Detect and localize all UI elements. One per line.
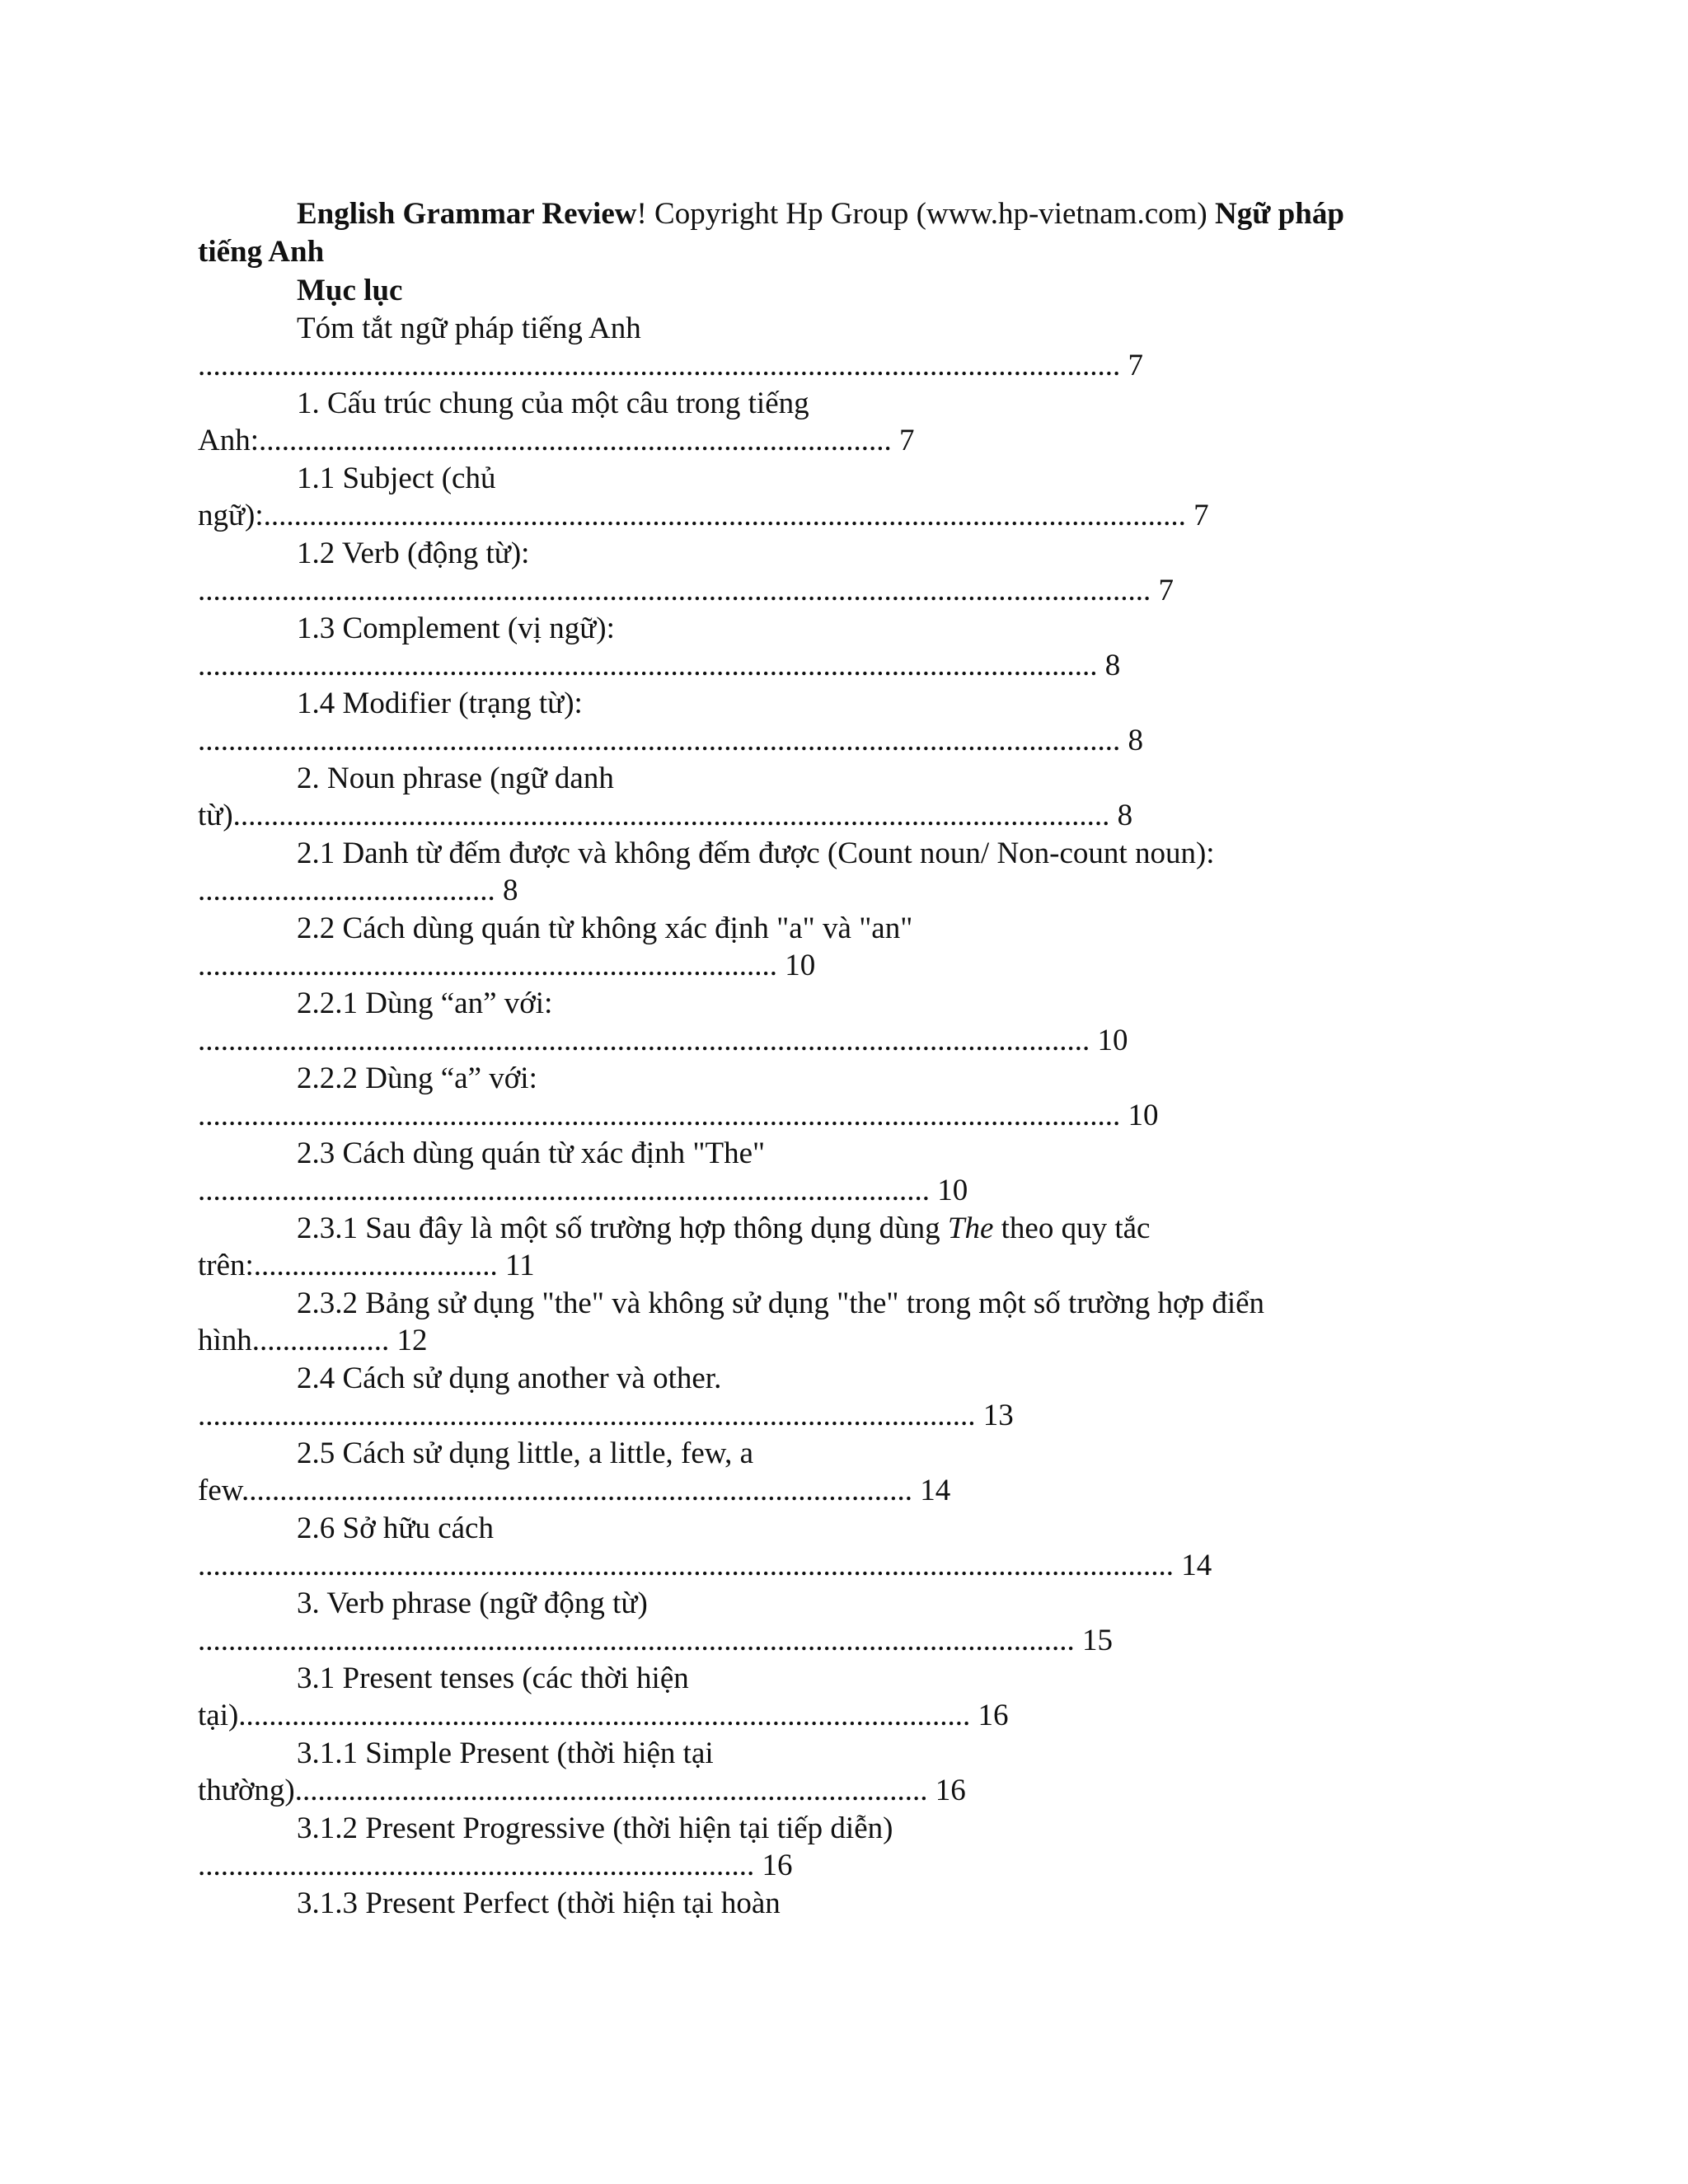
toc-entry-leader: ................................................................................................ 10	[198, 1174, 968, 1207]
toc-entry-title: 3.1.2 Present Progressive (thời hiện tại tiếp diễn)	[297, 1811, 893, 1845]
toc-entry-title: 2.5 Cách sử dụng little, a little, few, a	[297, 1436, 754, 1470]
toc-entry-leader: ...................................................................................................... 13	[198, 1399, 1014, 1432]
toc-entry-title: 1. Cấu trúc chung của một câu trong tiếng	[297, 387, 809, 420]
toc-entry-title: 1.2 Verb (động từ):	[297, 537, 530, 570]
toc-entry-title: 2.4 Cách sử dụng another và other.	[297, 1361, 722, 1395]
toc-entry-title: 3.1.3 Present Perfect (thời hiện tại hoàn	[297, 1886, 781, 1920]
toc-entry-title: 2.3.2 Bảng sử dụng "the" và không sử dụng "the" trong một số trường hợp điển	[297, 1286, 1265, 1320]
toc-entry-title: 2.2.2 Dùng “a” với:	[297, 1062, 537, 1095]
title-suffix: Ngữ pháp	[1214, 197, 1344, 231]
toc-entry-leader: ................................................................................................................................ 14	[198, 1549, 1212, 1582]
toc-entry-title: Tóm tắt ngữ pháp tiếng Anh	[297, 312, 641, 345]
toc-entry-leader: ................................................................................................................... 15	[198, 1624, 1113, 1657]
toc-entry-title: 2. Noun phrase (ngữ danh	[297, 762, 614, 795]
toc-entry-leader: tại)................................................................................................ 16	[198, 1699, 1009, 1732]
document-title-line-2: tiếng Anh	[198, 235, 325, 269]
toc-entry-title: 3. Verb phrase (ngữ động từ)	[297, 1586, 648, 1620]
toc-entry-leader: từ)................................................................................................................... 8	[198, 799, 1133, 832]
toc-entry-leader: ....................................... 8	[198, 874, 518, 907]
toc-entry-leader: trên:................................ 11	[198, 1249, 535, 1282]
toc-entry-title: 1.3 Complement (vị ngữ):	[297, 612, 615, 645]
title-tail: ! Copyright Hp Group (www.hp-vietnam.com)	[636, 197, 1215, 231]
toc-entry-title: 2.2 Cách dùng quán từ không xác định "a" và "an"	[297, 912, 913, 945]
toc-entry-leader: ...................................................................................................................... 8	[198, 649, 1121, 682]
toc-entry-leader: thường)................................................................................... 16	[198, 1774, 966, 1807]
toc-entry-leader: hình.................. 12	[198, 1324, 428, 1357]
toc-entry-leader: ......................................................................................................................... 8	[198, 724, 1143, 757]
toc-entry-leader: few........................................................................................ 14	[198, 1474, 951, 1507]
toc-entry-leader: ......................................................................................................................... 10	[198, 1099, 1159, 1132]
toc-entry-leader: ............................................................................................................................. 7	[198, 574, 1174, 607]
toc-entry-title: 1.1 Subject (chủ	[297, 462, 496, 495]
toc-entry-title-text: 2.3.1 Sau đây là một số trường hợp thông dụng dùng	[297, 1212, 948, 1245]
toc-entry-title: 2.6 Sở hữu cách	[297, 1511, 494, 1545]
title-bold: English Grammar Review	[297, 197, 637, 231]
toc-entry-title: 2.3 Cách dùng quán từ xác định "The"	[297, 1137, 766, 1170]
toc-entry-title: 3.1 Present tenses (các thời hiện	[297, 1661, 689, 1695]
toc-entry-leader: ............................................................................ 10	[198, 949, 816, 982]
toc-entry-title	[297, 1210, 1150, 1248]
toc-entry-title-italic: The	[947, 1212, 994, 1245]
toc-entry-leader: Anh:................................................................................... 7	[198, 424, 915, 457]
toc-entry-leader: ......................................................................... 16	[198, 1849, 793, 1882]
toc-heading: Mục lục	[297, 274, 403, 307]
toc-entry-title: 1.4 Modifier (trạng từ):	[297, 687, 583, 720]
document-title-line-1	[297, 195, 1344, 233]
toc-entry-leader: ......................................................................................................................... 7	[198, 349, 1143, 382]
toc-entry-title: 2.1 Danh từ đếm được và không đếm được (Count noun/ Non-count noun):	[297, 837, 1215, 870]
toc-entry-title: 2.2.1 Dùng “an” với:	[297, 987, 553, 1020]
toc-entry-title: 3.1.1 Simple Present (thời hiện tại	[297, 1736, 714, 1770]
toc-entry-leader: ..................................................................................................................... 10	[198, 1024, 1128, 1057]
toc-entry-title-tail: theo quy tắc	[993, 1212, 1151, 1245]
toc-entry-leader: ngữ):......................................................................................................................... 7	[198, 499, 1209, 532]
